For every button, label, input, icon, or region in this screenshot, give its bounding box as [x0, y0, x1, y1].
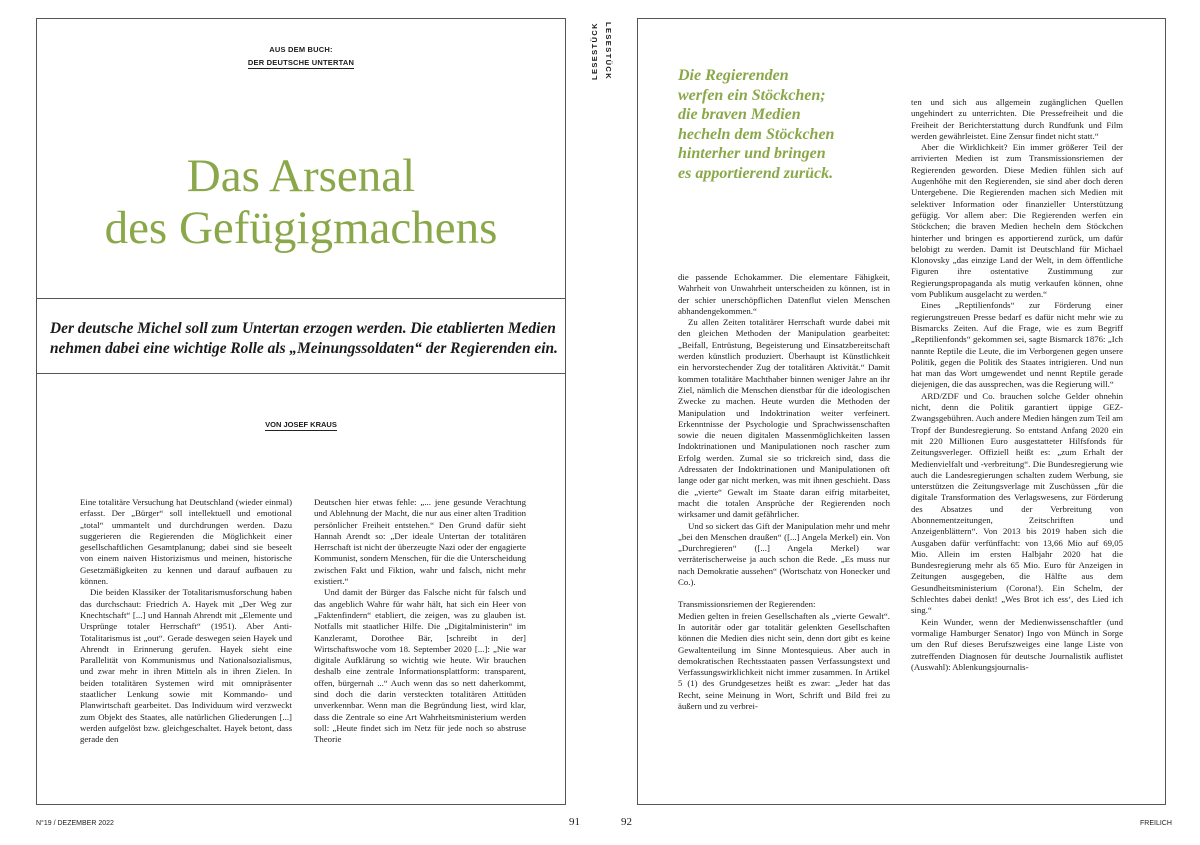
pull-quote-line: werfen ein Stöckchen;	[678, 86, 826, 104]
text-column-3	[678, 272, 890, 712]
title-line: des Gefügigmachens	[104, 202, 498, 254]
paragraph: ten und sich aus allgemein zugänglichen Quellen ungehindert zu unterrichten. Die Pressefreiheit und die Freiheit der Berichterstattung durch Rundfunk und Film werden gewährleistet. Eine Zensur findet nicht statt.“	[911, 97, 1123, 141]
paragraph: Eines „Reptilienfonds“ zur Förderung einer regierungstreuen Presse bedarf es dafür nicht mehr wie zu Bismarcks Zeiten. Auf die Frage, wie es zum Begriff „Reptilienfonds“ gekommen sei, sagte Bismarck 1876: „Ich nannte Reptile die Leute, die im Verborgenen gegen unsere Politik, gegen die Politik des Staates intrigieren. Und nun hat man das Wort umgewendet und nennt Reptile gerade diejenigen, die das aussprechen, was die Regierung will.“	[911, 300, 1123, 390]
paragraph: Und damit der Bürger das Falsche nicht für falsch und das angeblich Wahre für wahr hält, hat sich ein Heer von „Faktenfindern“ etabliert, die zeigen, was zu glauben ist. Notfalls mit staatlicher Hilfe. Die „Digitalministerin“ im Kanzleramt, Dorothee Bär, [schreibt in der] Wirtschaftswoche vom 18. September 2020 [...]: „Nie war digitale Aufklärung so wichtig wie heute. Wir brauchen deshalb eine zentrale Informationsplattform: transparent, offen, bürgernah ...“ Auch wenn das so nett daherkommt, sind doch die darin versteckten totalitären Attitüden unverkennbar. Wenn man die Begründung liest, wird klar, dass die Zentrale so eine Art Wahrheitsministerium werden soll: „Heute findet sich im Netz für jede noch so abstruse Theorie	[314, 587, 526, 745]
paragraph: Und so sickert das Gift der Manipulation mehr und mehr „bei den Menschen draußen“ ([...] Angela Merkel) ein. Von „Durchregieren“ ([...] Angela Merkel) war verräterischerweise ja auch schon die Rede. „Es muss nur nach Demokratie aussehen“ (Wortschatz von Honecker und Co.).	[678, 520, 890, 588]
section-label-vertical-left: LESESTÜCK	[590, 22, 599, 81]
section-label-vertical-right: LESESTÜCK	[604, 22, 613, 81]
divider-rule-bottom	[36, 373, 566, 374]
kicker-label: AUS DEM BUCH:	[269, 45, 333, 54]
pull-quote-line: die braven Medien	[678, 106, 801, 123]
subheading: Transmissionsriemen der Regierenden:	[678, 599, 816, 610]
text-column-4	[911, 97, 1123, 673]
paragraph: Zu allen Zeiten totalitärer Herrschaft wurde dabei mit den gleichen Methoden der Manipulation gearbeitet: „Beifall, Entrüstung, Begeisterung und Einsatzbereitschaft werden künstlich produziert. Überhaupt ist Künstlichkeit ein hervorstechender Zug der totalitären Aktivität.“ Damit kommen totalitäre Machthaber binnen weniger Jahre an ihr Ziel, nämlich die Menschen dienstbar für die ideologischen Zwecke zu machen. Heute wurden die Methoden der Manipulation und Indoktrination weiter verfeinert. Erkenntnisse der Psychologie und Sprachwissenschaften sowie die neuen digitalen Massenmöglichkeiten lassen Indoktrinationen und Manipulationen noch rascher zum Erfolg werden. Zumal sie so trickreich sind, dass die Adressaten der Indoktrinationen und Manipulationen oft lange oder gar nicht merken, was mit ihnen geschieht. Dass die „vierte“ Gewalt im Staate daran eifrig mitarbeitet, macht die totalen Ansprüche der Regierenden noch wirksamer und damit gefährlicher.	[678, 317, 890, 520]
kicker-book-title: DER DEUTSCHE UNTERTAN	[247, 58, 355, 67]
page-number-right: 92	[621, 816, 632, 828]
publisher-label: FREILICH	[1140, 820, 1172, 827]
pull-quote-line: hinterher und bringen	[678, 145, 826, 162]
pull-quote-line: es apportierend zurück.	[678, 164, 834, 182]
article-title	[36, 150, 566, 254]
text-column-1	[80, 497, 292, 746]
issue-label: N°19 / DEZEMBER 2022	[36, 820, 114, 827]
divider-rule-top	[36, 298, 566, 299]
paragraph: Deutschen hier etwas fehle: „... jene gesunde Verachtung und Ablehnung der Macht, die nur aus einer alten Tradition persönlicher Freiheit entstehen.“ Den Grund dafür sieht Hannah Arendt so: „Der ideale Untertan der totalitären Herrschaft ist nicht der überzeugte Nazi oder der engagierte Kommunist, sondern Menschen, für die die Unterscheidung zwischen Fakt und Fiktion, wahr und falsch, nicht mehr existiert.“	[314, 497, 526, 587]
pull-quote-line: hecheln dem Stöckchen	[678, 125, 835, 143]
paragraph: Eine totalitäre Versuchung hat Deutschland (wieder einmal) erfasst. Der „Bürger“ soll intellektuell und emotional „total“ ummantelt und durchdrungen werden. Dazu suggerieren die Regierenden die Möglichkeit einer gesellschaftlichen Gesamtplanung; dabei sind sie beseelt von einem naiven Historizismus und meinen, historische Gesetzmäßigkeiten zu kennen und darauf aufbauen zu können.	[80, 497, 292, 587]
paragraph: Medien gelten in freien Gesellschaften als „vierte Gewalt“. In autoritär oder gar totalitär gelenkten Gesellschaften können die Medien dies nicht sein, denn dort gibt es keine Gewaltenteilung im Sinne Montesquieus. Aber auch in demokratischen Rechtsstaaten passen Verfassungstext und Verfassungswirklichkeit nicht immer zusammen. In Artikel 5 (1) des Grundgesetzes heißt es zwar: „Jeder hat das Recht, seine Meinung in Wort, Schrift und Bild frei zu äußern und zu verbrei-	[678, 610, 890, 711]
byline: VON JOSEF KRAUS	[265, 420, 337, 429]
text-column-2	[314, 497, 526, 746]
teaser-line: Der deutsche Michel soll zum Untertan erzogen werden. Die etablierten Medien	[50, 320, 556, 337]
paragraph: ARD/ZDF und Co. brauchen solche Gelder ohnehin nicht, denn die Politik garantiert üppige GEZ-Zwangsgebühren. Auch andere Medien hängen zum Teil am Tropf der Bundesregierung. So entstand Anfang 2020 ein mit 220 Millionen Euro ausgestatteter Hilfsfonds für Zeitungsverleger. Offiziell heißt es: „zum Erhalt der Medienvielfalt und -verbreitung“. Die Bundesregierung wie auch die Landesregierungen schalten zudem Werbung, sie unterstützen die Zeitungsverlage mit Zuschüssen „für die digitale Transformation des Verlagswesens, zur Förderung des Absatzes und der Verbreitung von Abonnementzeitungen, Zeitschriften und Anzeigenblättern“. Von 2013 bis 2019 haben sich die Ausgaben dafür verfünffacht: von 13,66 Mio auf 69,05 Mio. Allein im ersten Halbjahr 2020 hat die Bundesregierung mehr als 65 Mio. Euro für Anzeigen in Zeitungen ausgegeben, die Hälfte aus dem Gesundheitsministerium (Corona!). Ein Schelm, der Schlechtes dabei denkt! „Wes Brot ich ess‘, des Lied ich sing.“	[911, 390, 1123, 616]
paragraph: Die beiden Klassiker der Totalitarismusforschung haben das durchschaut: Friedrich A. Hayek mit „Der Weg zur Knechtschaft“ [...] und Hannah Ahrendt mit „Elemente und Ursprünge totaler Herrschaft“ (1951). Aber Anti-Totalitarismus ist „out“. Gerade deswegen seien Hayek und Ahrendt in Erinnerung gerufen. Hayek sieht eine Parallelität von Kommunismus und Nationalsozialismus, und zwar mehr in ihren Mitteln als in ihren Zielen. In beiden totalitären Systemen wird mit omnipräsenter staatlicher Lenkung sowie mit Kommando- und Planwirtschaft gearbeitet. Das Individuum wird verzweckt zum Objekt des Staates, alle natürlichen Gliederungen [...] werden aufgelöst bzw. gleichgeschaltet. Hayek betont, dass gerade den	[80, 587, 292, 745]
title-line: Das Arsenal	[186, 150, 416, 202]
paragraph: Aber die Wirklichkeit? Ein immer größerer Teil der arrivierten Medien ist zum Transmissionsriemen der Regierenden geworden. Diese Medien fühlen sich auf Augenhöhe mit den Regierenden, sie sind aber doch deren Untergebene. Die Regierenden machen sich Medien mit selektiver Information oder finanzieller Unterstützung gefügig. Vor allem aber: Die Regierenden werfen ein Stöckchen; die braven Medien hecheln dem Stöckchen hinterher und bringen es apportierend zurück, um dafür belobigt zu werden. Damit ist Deutschland für Michael Klonovsky „das einzige Land der Welt, in dem öffentliche Figuren ihre ostentative Zustimmung zur Regierungspropaganda als mutig verkaufen können, ohne vom Publikum ausgelacht zu werden.“	[911, 142, 1123, 300]
page-number-left: 91	[569, 816, 580, 828]
paragraph: die passende Echokammer. Die elementare Fähigkeit, Wahrheit von Unwahrheit unterscheiden zu können, ist in der schier unerschöpflichen Datenflut vielen Menschen abhandengekommen.“	[678, 272, 890, 316]
pull-quote-line: Die Regierenden	[678, 67, 789, 84]
teaser-line: nehmen dabei eine wichtige Rolle als „Meinungssoldaten“ der Regierenden ein.	[50, 340, 558, 357]
article-teaser	[50, 319, 558, 359]
paragraph: Kein Wunder, wenn der Medienwissenschaftler (und vormalige Hamburger Senator) Ingo von Münch in Sorge um den Ruf dieses Berufszweiges eine lange Liste von zutreffenden Diagnosen für deutsche Journalistik auflistet (Auswahl): Ablenkungsjournalis-	[911, 616, 1123, 672]
pull-quote	[678, 66, 908, 183]
